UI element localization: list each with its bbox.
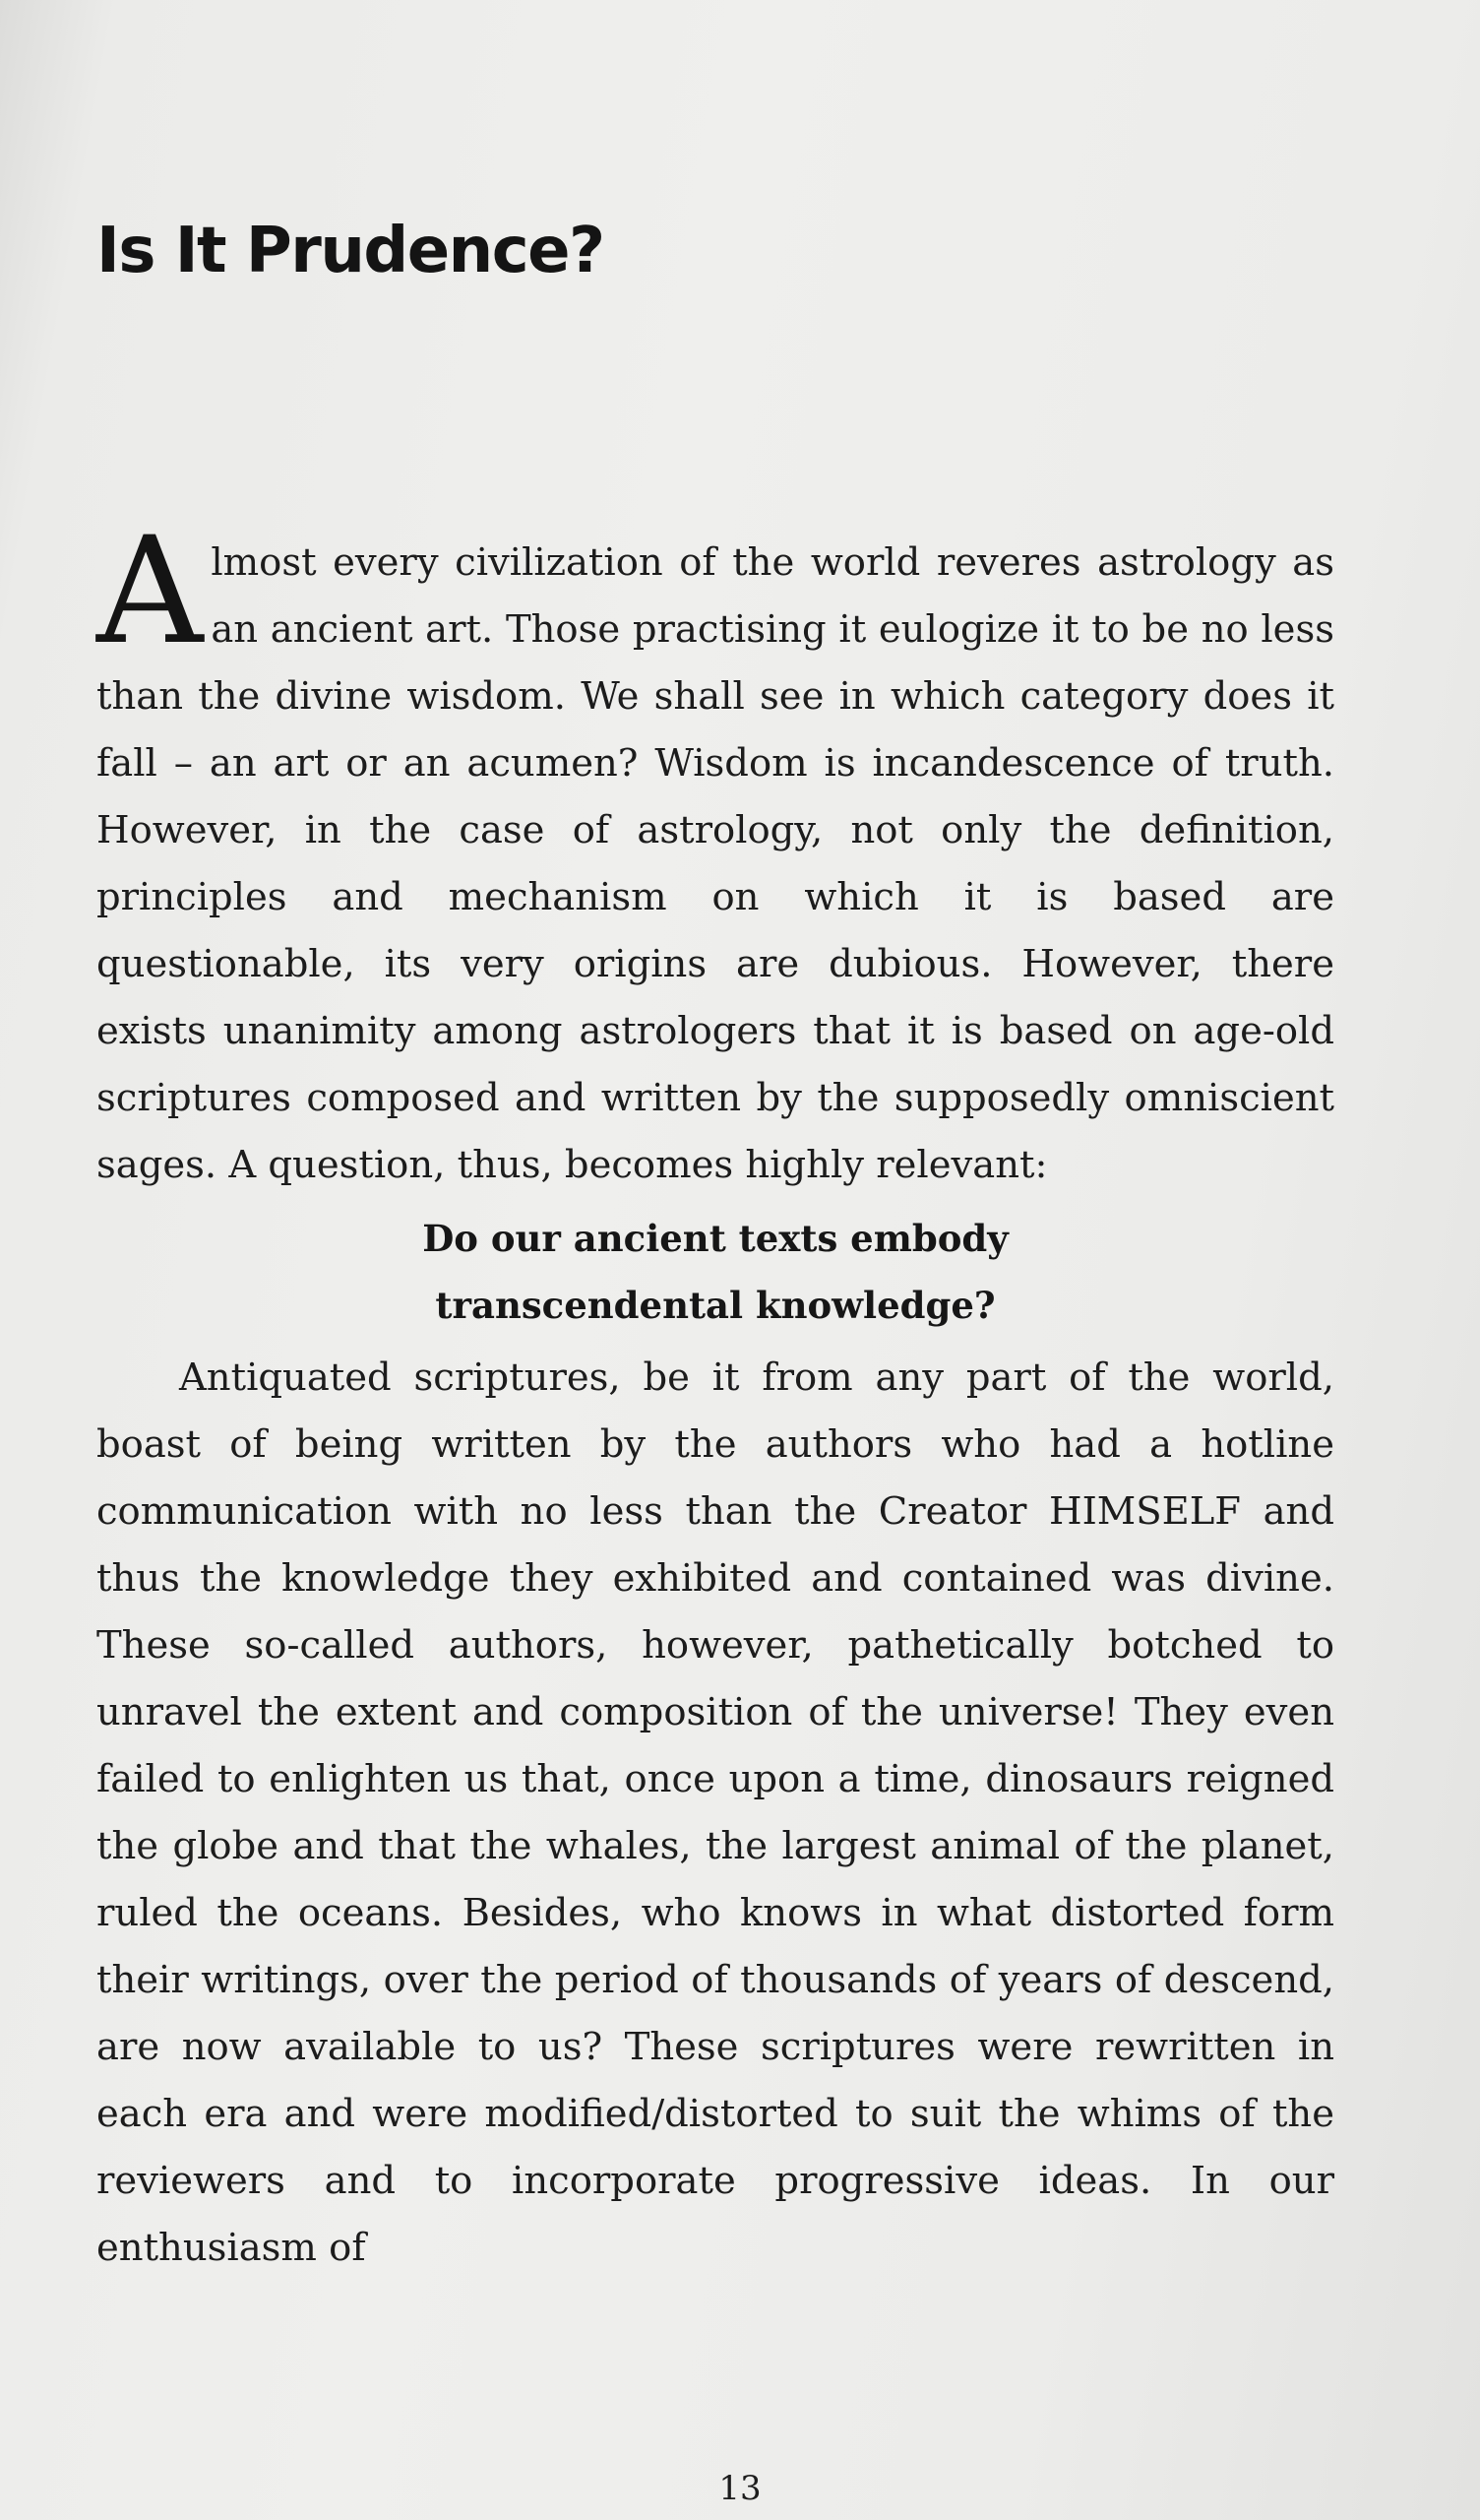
body-text <box>96 506 1334 2282</box>
opening-paragraph-text: lmost every civilization of the world reveres astrology as an ancient art. Those practising it eulogize it to be no less than the divine wisdom. We shall see in which category does it fall – an art or an acumen? Wisdom is incandescence of truth. However, in the case of astrology, not only the definition, principles and mechanism on which it is based are questionable, its very origins are dubious. However, there exists unanimity among astrologers that it is based on age-old scriptures composed and written by the supposedly omniscient sages. A question, thus, becomes highly relevant: <box>96 540 1334 1187</box>
page-number: 13 <box>718 2469 762 2508</box>
subheading-line-1: Do our ancient texts embody <box>422 1217 1009 1260</box>
opening-paragraph <box>96 506 1334 1199</box>
section-subheading <box>96 1205 1334 1339</box>
subheading-line-2: transcendental knowledge? <box>435 1284 996 1327</box>
drop-cap: A <box>96 506 204 677</box>
chapter-title: Is It Prudence? <box>96 215 604 287</box>
second-paragraph: Antiquated scriptures, be it from any part of the world, boast of being written by the authors who had a hotline communication with no less than the Creator HIMSELF and thus the knowledge they exhibited and contained was divine. These so-called authors, however, pathetically botched to unravel the extent and composition of the universe! They even failed to enlighten us that, once upon a time, dinosaurs reigned the globe and that the whales, the largest animal of the planet, ruled the oceans. Besides, who knows in what distorted form their writings, over the period of thousands of years of descend, are now available to us? These scriptures were rewritten in each era and were modified/distorted to suit the whims of the reviewers and to incorporate progressive ideas. In our enthusiasm of <box>96 1355 1334 2270</box>
